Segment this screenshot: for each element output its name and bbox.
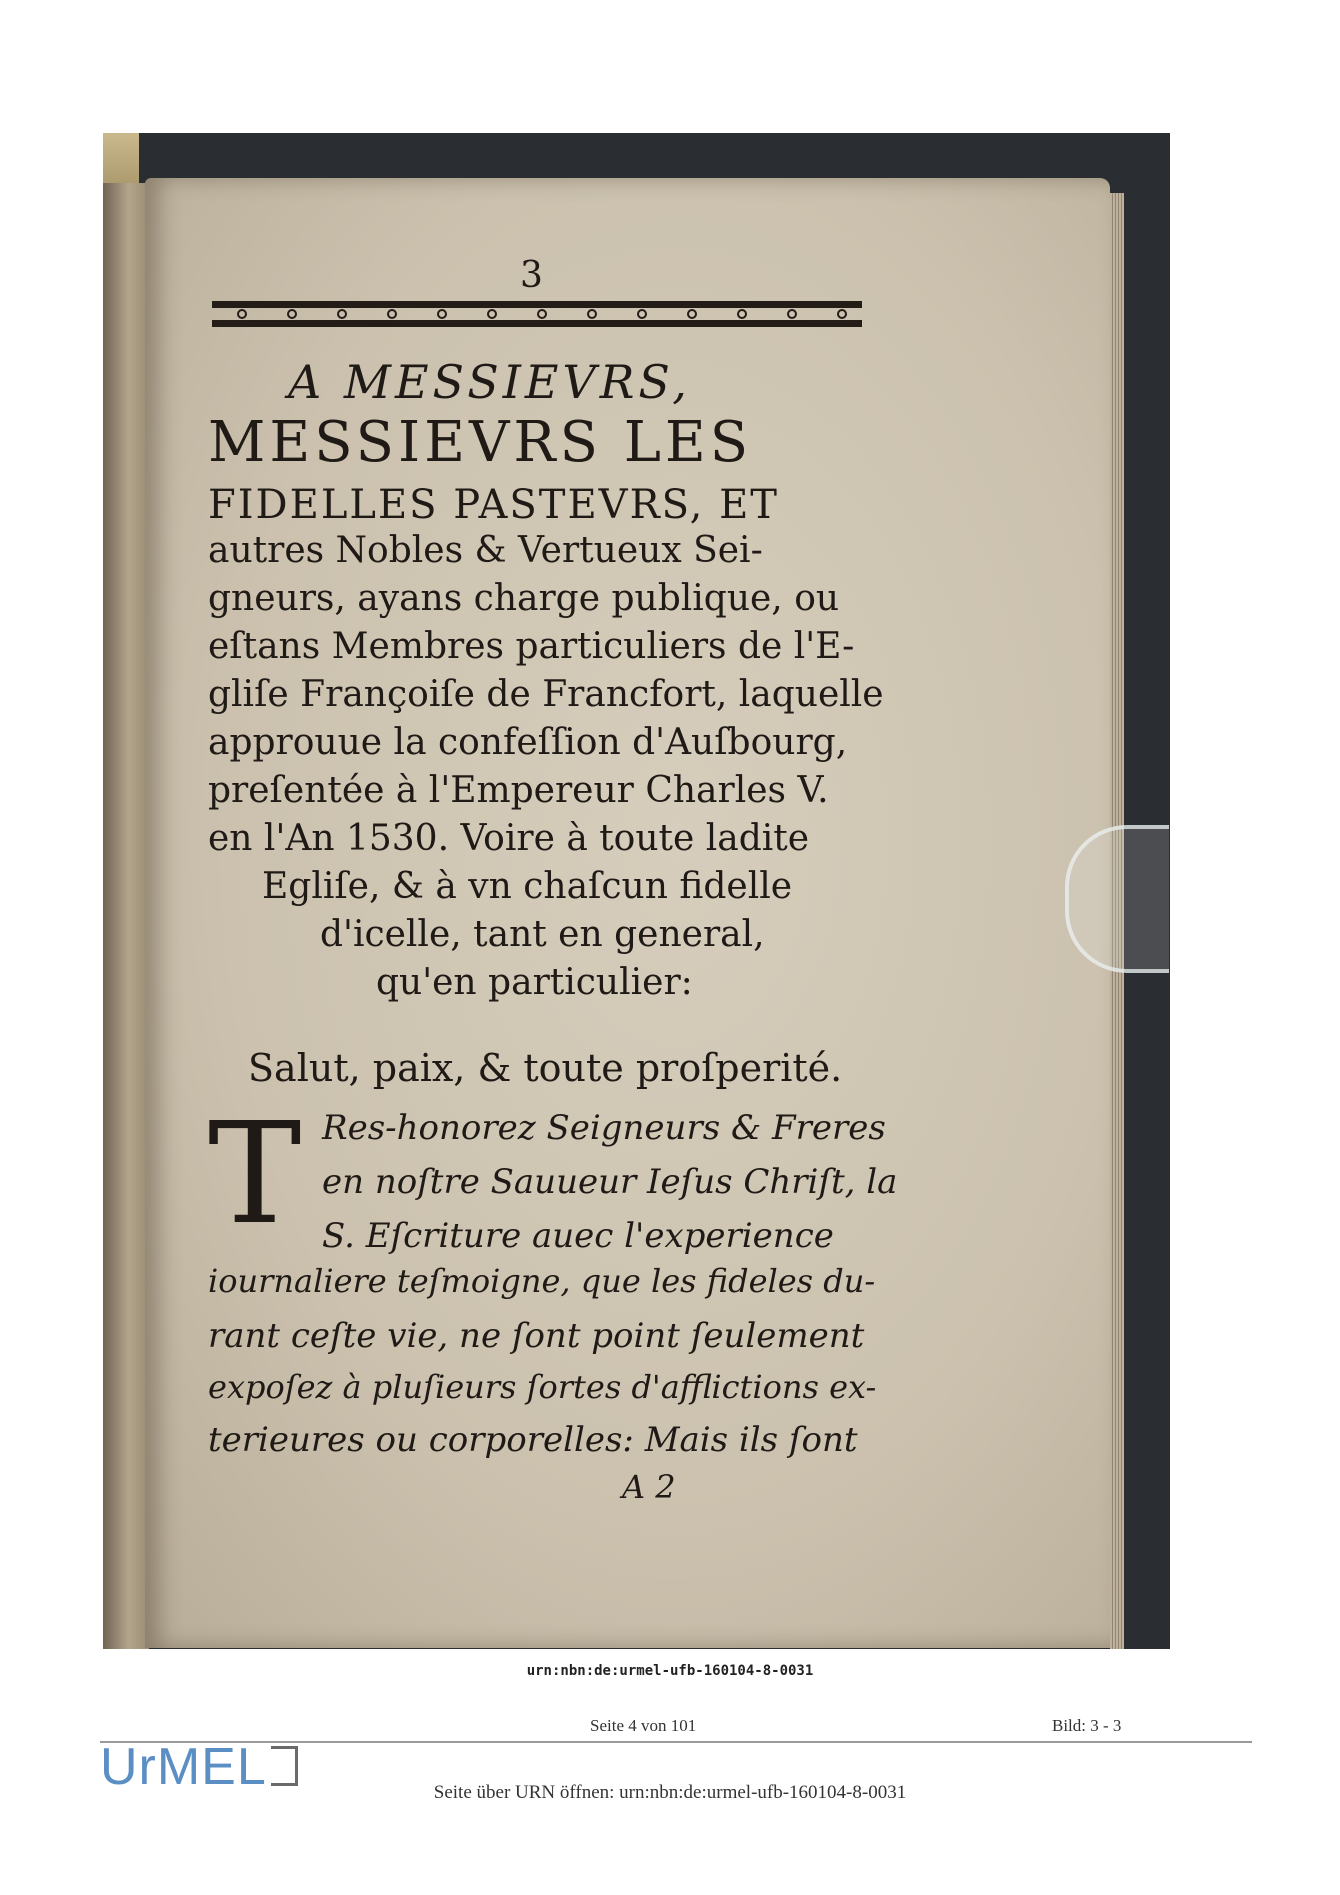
italic-line: iournaliere teſmoigne, que les fideles du- bbox=[208, 1262, 876, 1300]
italic-line: Res-honorez Seigneurs & Freres bbox=[322, 1108, 886, 1148]
heading-line-3: FIDELLES PASTEVRS, ET bbox=[208, 482, 779, 528]
heading-line-2: MESSIEVRS LES bbox=[208, 410, 753, 475]
page-clip bbox=[1065, 825, 1169, 973]
body-line: preſentée à l'Empereur Charles V. bbox=[208, 770, 829, 811]
logo-text: UrMEL bbox=[100, 1738, 267, 1796]
open-urn-link[interactable]: Seite über URN öffnen: urn:nbn:de:urmel-ufb-160104-8-0031 bbox=[433, 1782, 907, 1803]
signature-mark: A 2 bbox=[622, 1468, 676, 1506]
italic-line: en noſtre Sauueur Ieſus Chriſt, la bbox=[322, 1162, 898, 1202]
body-line: approuue la confeſſion d'Auſbourg, bbox=[208, 722, 848, 763]
italic-line: expoſez à pluſieurs ſortes d'afflictions ex- bbox=[208, 1368, 877, 1406]
page-info: Seite 4 von 101 bbox=[590, 1716, 697, 1735]
body-line: eſtans Membres particuliers de l'E- bbox=[208, 626, 855, 667]
italic-line: S. Eſcriture auec l'experience bbox=[322, 1216, 834, 1256]
italic-line: rant ceſte vie, ne ſont point ſeulement bbox=[208, 1316, 865, 1356]
salutation: Salut, paix, & toute proſperité. bbox=[248, 1046, 843, 1090]
logo-bracket-icon bbox=[271, 1746, 298, 1786]
italic-line: terieures ou corporelles: Mais ils ſont bbox=[208, 1420, 858, 1460]
image-info: Bild: 3 - 3 bbox=[1052, 1716, 1122, 1735]
body-line: autres Nobles & Vertueux Sei- bbox=[208, 530, 763, 571]
body-line: en l'An 1530. Voire à toute ladite bbox=[208, 818, 810, 859]
urn-label: urn:nbn:de:urmel-ufb-160104-8-0031 bbox=[526, 1663, 814, 1679]
printed-page-number: 3 bbox=[520, 255, 543, 296]
body-line: Egliſe, & à vn chaſcun fidelle bbox=[262, 866, 793, 907]
drop-cap-letter: T bbox=[208, 1093, 302, 1256]
decorative-border-ornament bbox=[212, 297, 862, 331]
heading-line-1: A MESSIEVRS, bbox=[288, 355, 691, 409]
book-spine bbox=[103, 183, 149, 1649]
body-line: gliſe Françoiſe de Francfort, laquelle bbox=[208, 674, 884, 715]
body-line: gneurs, ayans charge publique, ou bbox=[208, 578, 840, 619]
body-line: qu'en particulier: bbox=[376, 962, 693, 1003]
body-line: d'icelle, tant en general, bbox=[320, 914, 765, 955]
